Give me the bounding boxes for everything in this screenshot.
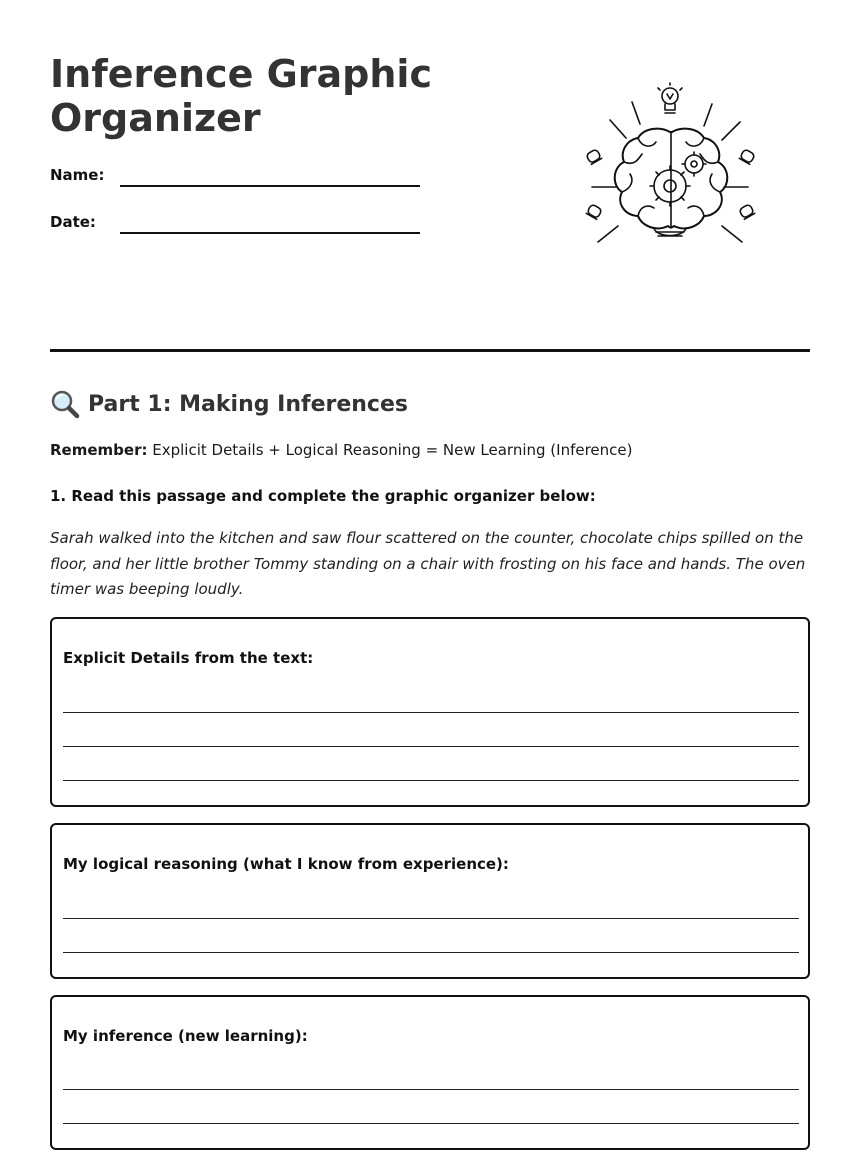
- answer-line[interactable]: [63, 1089, 799, 1090]
- remember-note: [50, 441, 633, 459]
- name-label: Name:: [50, 166, 105, 184]
- name-input-line[interactable]: [120, 185, 420, 187]
- explicit-details-label: Explicit Details from the text:: [63, 649, 314, 667]
- inference-box: [50, 995, 810, 1150]
- question-1-instruction: 1. Read this passage and complete the graphic organizer below:: [50, 487, 596, 505]
- date-label: Date:: [50, 213, 96, 231]
- date-input-line[interactable]: [120, 232, 420, 234]
- answer-line[interactable]: [63, 712, 799, 713]
- header-divider: [50, 349, 810, 352]
- brain-lightbulb-gears-icon: [572, 82, 768, 248]
- title-line-2: Organizer: [50, 96, 261, 140]
- answer-line[interactable]: [63, 952, 799, 953]
- explicit-details-box: [50, 617, 810, 807]
- part-1-heading: Part 1: Making Inferences: [88, 391, 408, 417]
- logical-reasoning-label: My logical reasoning (what I know from experience):: [63, 855, 509, 873]
- answer-line[interactable]: [63, 780, 799, 781]
- magnifying-glass-icon: [50, 389, 80, 419]
- page-title: [50, 52, 470, 140]
- answer-line[interactable]: [63, 1123, 799, 1124]
- inference-label: My inference (new learning):: [63, 1027, 308, 1045]
- remember-label: Remember:: [50, 441, 148, 459]
- date-field: [50, 213, 430, 237]
- answer-line[interactable]: [63, 918, 799, 919]
- name-field: [50, 166, 430, 190]
- logical-reasoning-box: [50, 823, 810, 979]
- title-line-1: Inference Graphic: [50, 52, 432, 96]
- answer-line[interactable]: [63, 746, 799, 747]
- reading-passage: Sarah walked into the kitchen and saw flour scattered on the counter, chocolate chips spilled on the floor, and her little brother Tommy standing on a chair with frosting on his face and hands. The oven timer was beeping loudly.: [50, 529, 806, 598]
- remember-text: Explicit Details + Logical Reasoning = New Learning (Inference): [152, 441, 633, 459]
- section-title-part-1: [50, 388, 408, 420]
